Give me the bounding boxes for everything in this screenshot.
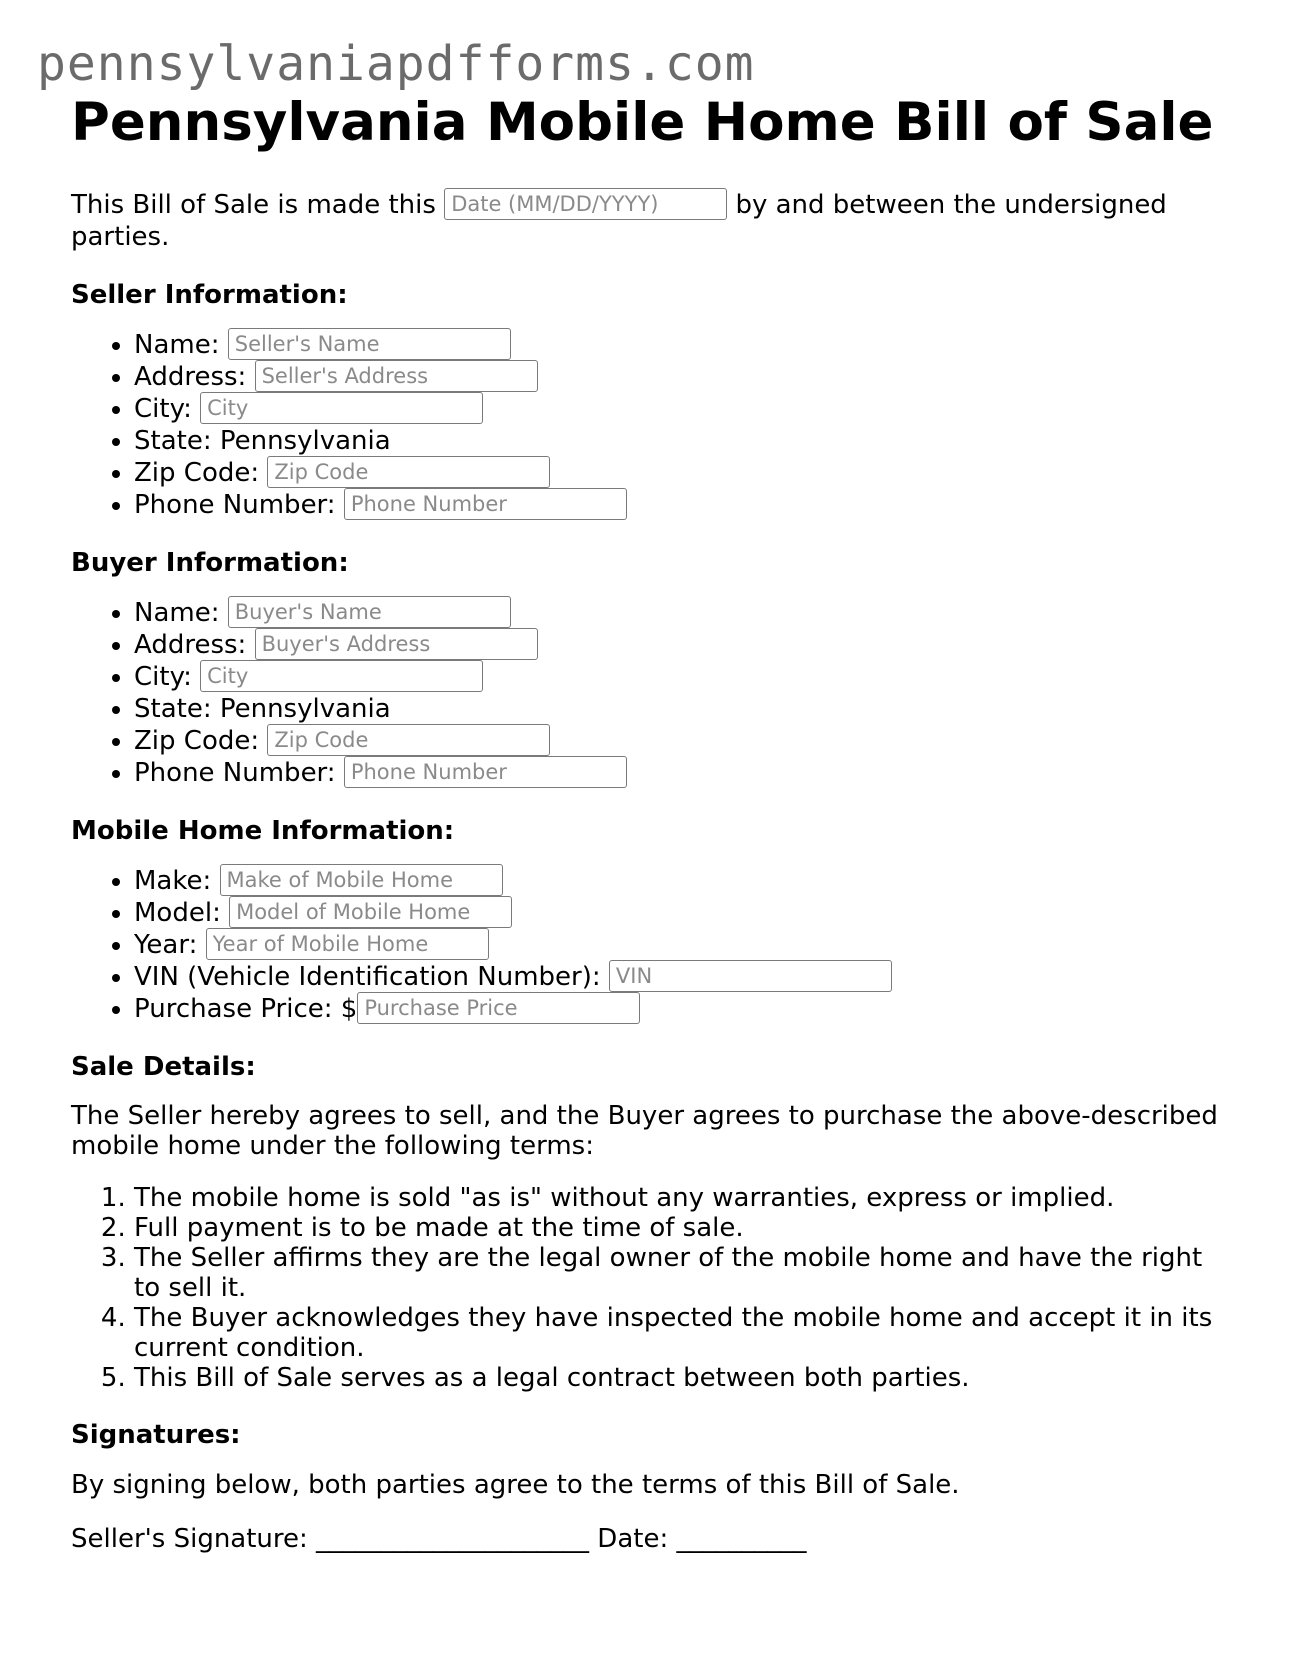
buyer-state-text: State: Pennsylvania bbox=[134, 694, 391, 724]
buyer-zip-input[interactable] bbox=[267, 724, 550, 756]
bill-of-sale-document bbox=[71, 88, 1231, 1555]
seller-state-text: State: Pennsylvania bbox=[134, 426, 391, 456]
seller-signature-line: Seller's Signature: _____________________ Date: __________ bbox=[71, 1524, 807, 1554]
sale-intro-text: The Seller hereby agrees to sell, and the Buyer agrees to purchase the above-described mobile home under the following terms: bbox=[71, 1101, 1218, 1161]
buyer-zip-item bbox=[134, 725, 1231, 757]
sale-term-item: 2. Full payment is to be made at the time of sale. bbox=[134, 1213, 1231, 1243]
seller-state-item bbox=[134, 425, 1231, 457]
home-year-item bbox=[134, 929, 1231, 961]
buyer-zip-label: Zip Code: bbox=[134, 726, 260, 756]
seller-phone-item bbox=[134, 489, 1231, 521]
home-make-input[interactable] bbox=[220, 864, 503, 896]
home-vin-label: VIN (Vehicle Identification Number): bbox=[134, 962, 601, 992]
intro-text-before: This Bill of Sale is made this bbox=[71, 190, 436, 220]
sale-term-item: 4. The Buyer acknowledges they have inspected the mobile home and accept it in its current condition. bbox=[134, 1303, 1231, 1363]
sale-terms-list bbox=[71, 1183, 1231, 1393]
sale-term-item: 3. The Seller affirms they are the legal owner of the mobile home and have the right to sell it. bbox=[134, 1243, 1231, 1303]
seller-address-item bbox=[134, 361, 1231, 393]
intro-text-after: by and between the undersigned parties. bbox=[71, 190, 1167, 252]
home-price-item bbox=[134, 993, 1231, 1025]
seller-city-label: City: bbox=[134, 394, 192, 424]
buyer-city-input[interactable] bbox=[200, 660, 483, 692]
home-model-item bbox=[134, 897, 1231, 929]
seller-fields-list bbox=[71, 329, 1231, 521]
seller-address-input[interactable] bbox=[255, 360, 538, 392]
buyer-address-label: Address: bbox=[134, 630, 247, 660]
sale-term-item: 5. This Bill of Sale serves as a legal contract between both parties. bbox=[134, 1363, 1231, 1393]
buyer-address-item bbox=[134, 629, 1231, 661]
sale-section-heading: Sale Details: bbox=[71, 1052, 256, 1082]
buyer-city-label: City: bbox=[134, 662, 192, 692]
home-year-input[interactable] bbox=[206, 928, 489, 960]
home-make-item bbox=[134, 865, 1231, 897]
seller-name-item bbox=[134, 329, 1231, 361]
home-vin-item bbox=[134, 961, 1231, 993]
sale-date-input[interactable] bbox=[444, 188, 727, 220]
buyer-phone-item bbox=[134, 757, 1231, 789]
page-title: Pennsylvania Mobile Home Bill of Sale bbox=[71, 92, 1214, 153]
seller-phone-label: Phone Number: bbox=[134, 490, 336, 520]
buyer-name-label: Name: bbox=[134, 598, 220, 628]
buyer-address-input[interactable] bbox=[255, 628, 538, 660]
home-make-label: Make: bbox=[134, 866, 212, 896]
home-fields-list bbox=[71, 865, 1231, 1025]
site-watermark: pennsylvaniapdfforms.com bbox=[37, 36, 755, 92]
buyer-fields-list bbox=[71, 597, 1231, 789]
signatures-intro-text: By signing below, both parties agree to the terms of this Bill of Sale. bbox=[71, 1470, 960, 1500]
signatures-section-heading: Signatures: bbox=[71, 1420, 241, 1450]
seller-section-heading: Seller Information: bbox=[71, 280, 348, 310]
buyer-section-heading: Buyer Information: bbox=[71, 548, 349, 578]
buyer-phone-input[interactable] bbox=[344, 756, 627, 788]
buyer-state-item bbox=[134, 693, 1231, 725]
buyer-phone-label: Phone Number: bbox=[134, 758, 336, 788]
home-model-label: Model: bbox=[134, 898, 221, 928]
intro-paragraph bbox=[71, 189, 1231, 253]
seller-zip-label: Zip Code: bbox=[134, 458, 260, 488]
home-section-heading: Mobile Home Information: bbox=[71, 816, 455, 846]
seller-city-input[interactable] bbox=[200, 392, 483, 424]
home-year-label: Year: bbox=[134, 930, 198, 960]
home-vin-input[interactable] bbox=[609, 960, 892, 992]
seller-zip-input[interactable] bbox=[267, 456, 550, 488]
seller-city-item bbox=[134, 393, 1231, 425]
seller-phone-input[interactable] bbox=[344, 488, 627, 520]
seller-zip-item bbox=[134, 457, 1231, 489]
buyer-city-item bbox=[134, 661, 1231, 693]
seller-name-input[interactable] bbox=[228, 328, 511, 360]
seller-name-label: Name: bbox=[134, 330, 220, 360]
home-model-input[interactable] bbox=[229, 896, 512, 928]
home-price-label: Purchase Price: $ bbox=[134, 994, 358, 1024]
buyer-name-input[interactable] bbox=[228, 596, 511, 628]
sale-term-item: 1. The mobile home is sold "as is" without any warranties, express or implied. bbox=[134, 1183, 1231, 1213]
buyer-name-item bbox=[134, 597, 1231, 629]
home-price-input[interactable] bbox=[357, 992, 640, 1024]
seller-address-label: Address: bbox=[134, 362, 247, 392]
